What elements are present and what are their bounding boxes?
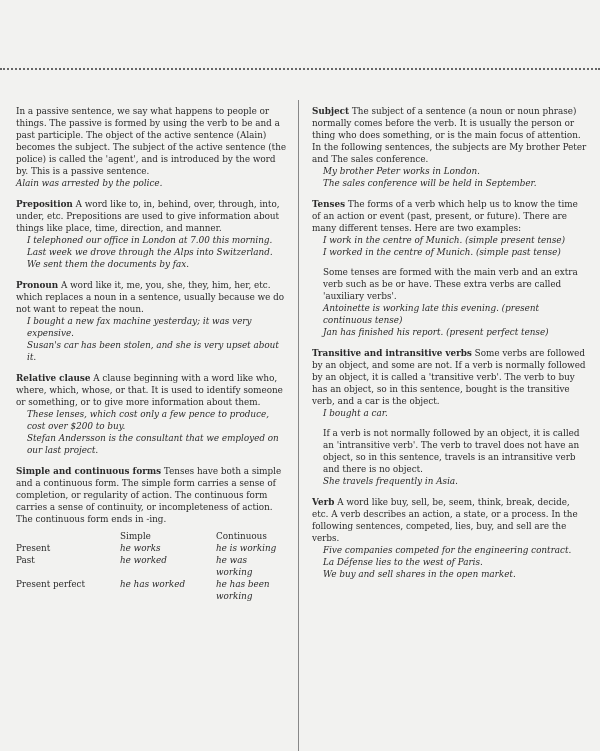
- subject-example: My brother Peter works in London.: [323, 167, 480, 177]
- passive-example: Alain was arrested by the police.: [16, 179, 163, 189]
- preposition-definition: A word like to, in, behind, over, through, into, under, etc. Prepositions are used to give information about things like place, time, direction, and manner.: [16, 200, 280, 234]
- table-header-cell: Simple: [120, 532, 151, 542]
- pronoun-example: Susan's car has been stolen, and she is very upset about it.: [27, 341, 279, 363]
- intransitive-example: She travels frequently in Asia.: [323, 477, 458, 487]
- verb-example: We buy and sell shares in the open market.: [323, 570, 516, 580]
- table-header-cell: Continuous: [216, 532, 267, 542]
- subject-example: The sales conference will be held in September.: [323, 179, 537, 189]
- verb-definition: A word like buy, sell, be, seem, think, break, decide, etc. A verb describes an action, a state, or a process. In the following sentences, competed, lies, buy, and sell are the verbs.: [312, 498, 578, 544]
- tenses-example: Antoinette is working late this evening. (present continuous tense): [323, 304, 540, 326]
- pronoun-definition: A word like it, me, you, she, they, him, her, etc. which replaces a noun in a sentence, usually because we do not want to repeat the noun.: [16, 281, 285, 315]
- subject-definition: The subject of a sentence (a noun or noun phrase) normally comes before the verb. It is usually the person or thing who does something, or is the main focus of attention. In the following sentences, the subjects are My brother Peter and The sales conference.: [312, 107, 587, 165]
- table-cell: Present perfect: [16, 580, 86, 590]
- subject-entry: [312, 106, 587, 190]
- left-column: [16, 106, 290, 612]
- pronoun-example: I bought a new fax machine yesterday; it was very expensive.: [27, 317, 252, 339]
- table-cell: he has worked: [120, 580, 186, 590]
- transitive-term: Transitive and intransitive verbs: [312, 349, 472, 359]
- verb-term: Verb: [312, 498, 335, 508]
- subject-term: Subject: [312, 107, 350, 117]
- table-cell: he works: [120, 544, 161, 554]
- table-cell: Present: [16, 544, 51, 554]
- pronoun-term: Pronoun: [16, 281, 59, 291]
- intransitive-paragraph: If a verb is not normally followed by an object, it is called an 'intransitive verb'. The verb to travel does not have an object, so in this sentence, travels is an intransitive verb and there is no object.: [323, 429, 580, 475]
- table-cell: he worked: [120, 556, 167, 566]
- pronoun-entry: [16, 280, 290, 364]
- preposition-term: Preposition: [16, 200, 73, 210]
- preposition-example: We sent them the documents by fax.: [27, 260, 190, 270]
- column-divider: [298, 100, 299, 751]
- relative-clause-example: Stefan Andersson is the consultant that we employed on our last project.: [27, 434, 279, 456]
- passive-entry: [16, 106, 290, 190]
- tenses-entry: [312, 199, 587, 339]
- table-row: [12, 579, 290, 603]
- table-cell: Past: [16, 556, 35, 566]
- table-cell: he has been working: [216, 580, 270, 602]
- tense-table: [12, 531, 290, 603]
- tenses-definition: The forms of a verb which help us to know the time of an action or event (past, present, or future). There are many different tenses. Here are two examples:: [312, 200, 578, 234]
- table-header-cell: [12, 531, 116, 543]
- relative-clause-entry: [16, 373, 290, 457]
- simple-continuous-entry: [16, 466, 290, 603]
- transitive-definition: Some verbs are followed by an object, and some are not. If a verb is normally followed by an object, it is called a 'transitive verb'. The verb to buy has an object, so in this sentence, bought is the transitive verb, and a car is the object.: [312, 349, 586, 407]
- verb-example: Five companies competed for the engineering contract.: [323, 546, 572, 556]
- simple-continuous-definition: Tenses have both a simple and a continuous form. The simple form carries a sense of completion, or regularity of action. The continuous form carries a sense of continuity, or incompleteness of action. The continuous form ends in -ing.: [16, 467, 282, 525]
- tenses-example: I worked in the centre of Munich. (simple past tense): [323, 248, 561, 258]
- relative-clause-definition: A clause beginning with a word like who, where, which, whose, or that. It is used to identify someone or something, or to give more information about them.: [16, 374, 283, 408]
- table-row: [12, 543, 290, 555]
- relative-clause-term: Relative clause: [16, 374, 91, 384]
- right-column: [312, 106, 587, 590]
- simple-continuous-term: Simple and continuous forms: [16, 467, 162, 477]
- dotted-separator: [0, 68, 600, 70]
- tenses-paragraph: Some tenses are formed with the main verb and an extra verb such as be or have. These extra verbs are called 'auxiliary verbs'.: [323, 268, 578, 302]
- table-cell: he was working: [216, 556, 253, 578]
- passive-text: In a passive sentence, we say what happens to people or things. The passive is formed by using the verb to be and a past participle. The object of the active sentence (Alain) becomes the subject. The subject of the active sentence (the police) is called the 'agent', and is introduced by the word by. This is a passive sentence.: [16, 107, 287, 177]
- verb-example: La Défense lies to the west of Paris.: [323, 558, 483, 568]
- transitive-entry: [312, 348, 587, 488]
- relative-clause-example: These lenses, which cost only a few pence to produce, cost over $200 to buy.: [27, 410, 270, 432]
- preposition-example: I telephoned our office in London at 7.00 this morning.: [27, 236, 273, 246]
- verb-entry: [312, 497, 587, 581]
- preposition-example: Last week we drove through the Alps into Switzerland.: [27, 248, 273, 258]
- tenses-example: Jan has finished his report. (present perfect tense): [323, 328, 549, 338]
- tenses-term: Tenses: [312, 200, 346, 210]
- table-cell: he is working: [216, 544, 277, 554]
- tense-table-header: [12, 531, 290, 543]
- table-row: [12, 555, 290, 579]
- preposition-entry: [16, 199, 290, 271]
- transitive-example: I bought a car.: [323, 409, 388, 419]
- tenses-example: I work in the centre of Munich. (simple present tense): [323, 236, 566, 246]
